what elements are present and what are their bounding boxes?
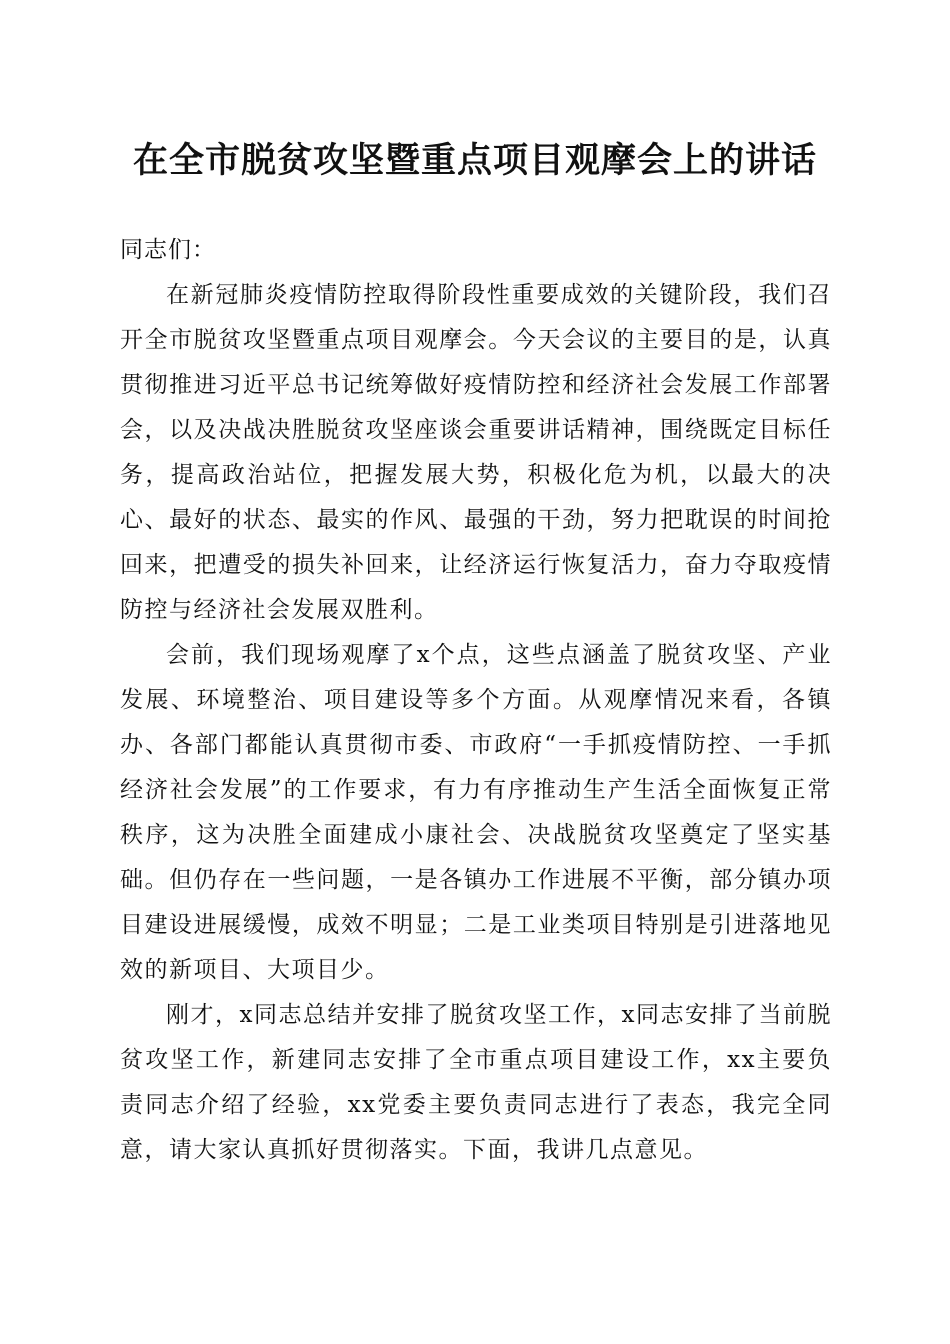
document-body (120, 228, 832, 1173)
document-title: 在全市脱贫攻坚暨重点项目观摩会上的讲话 (132, 140, 817, 181)
paragraph-2: 会前，我们现场观摩了x个点，这些点涵盖了脱贫攻坚、产业发展、环境整治、项目建设等多个方面。从观摩情况来看，各镇办、各部门都能认真贯彻市委、市政府“一手抓疫情防控、一手抓经济社会发展”的工作要求，有力有序推动生产生活全面恢复正常秩序，这为决胜全面建成小康社会、决战脱贫攻坚奠定了坚实基础。但仍存在一些问题，一是各镇办工作进展不平衡，部分镇办项目建设进展缓慢，成效不明显；二是工业类项目特别是引进落地见效的新项目、大项目少。 (120, 642, 832, 983)
paragraph-1: 在新冠肺炎疫情防控取得阶段性重要成效的关键阶段，我们召开全市脱贫攻坚暨重点项目观摩会。今天会议的主要目的是，认真贯彻推进习近平总书记统筹做好疫情防控和经济社会发展工作部署会，以及决战决胜脱贫攻坚座谈会重要讲话精神，围绕既定目标任务，提高政治站位，把握发展大势，积极化危为机，以最大的决心、最好的状态、最实的作风、最强的干劲，努力把耽误的时间抢回来，把遭受的损失补回来，让经济运行恢复活力，奋力夺取疫情防控与经济社会发展双胜利。 (120, 282, 832, 623)
salutation: 同志们： (120, 237, 216, 263)
paragraph-3: 刚才，x同志总结并安排了脱贫攻坚工作，x同志安排了当前脱贫攻坚工作，新建同志安排了全市重点项目建设工作，xx主要负责同志介绍了经验，xx党委主要负责同志进行了表态，我完全同意，请大家认真抓好贯彻落实。下面，我讲几点意见。 (120, 1002, 832, 1163)
